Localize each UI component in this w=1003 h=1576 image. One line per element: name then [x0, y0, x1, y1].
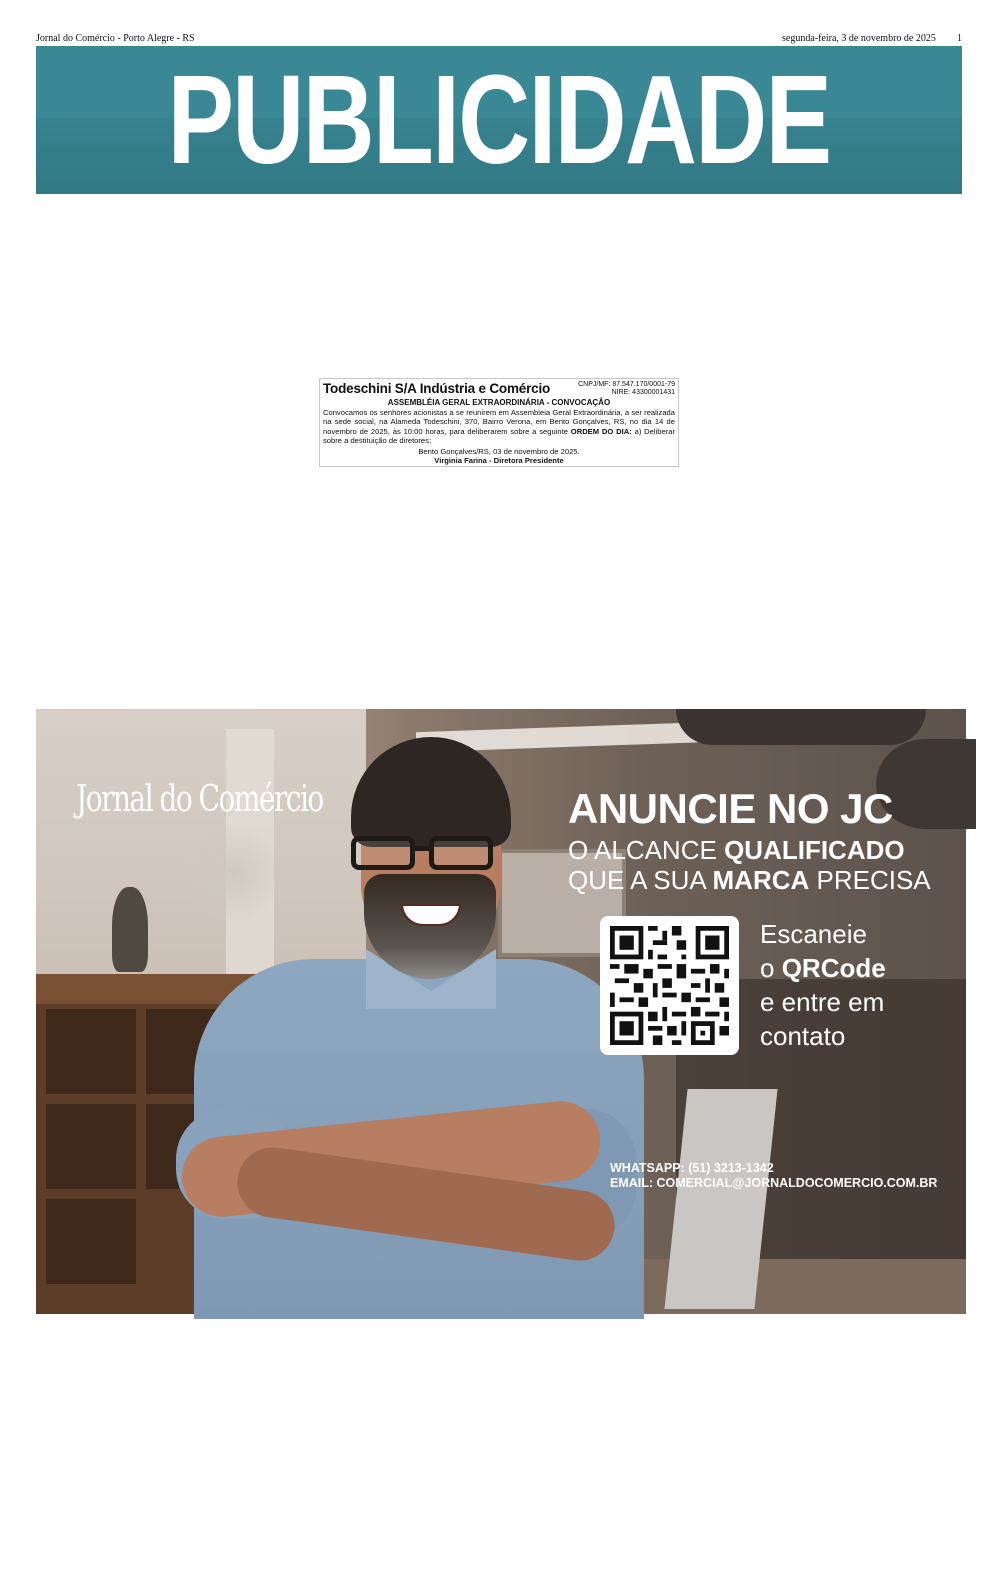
- ad-whatsapp[interactable]: WHATSAPP: (51) 3213-1342: [610, 1161, 774, 1175]
- ad-sub-text: O ALCANCE: [568, 835, 725, 865]
- ad-bg-shelf-cell: [46, 1104, 136, 1189]
- notice-place-date: Bento Gonçalves/RS, 03 de novembro de 2025.: [418, 447, 580, 456]
- ad-sub-bold: MARCA: [712, 865, 810, 895]
- ad-subheadline: [568, 835, 931, 895]
- glasses-lens: [351, 836, 415, 870]
- issue-date: segunda-feira, 3 de novembro de 2025: [782, 33, 936, 44]
- ad-sub-line-2: [568, 865, 931, 895]
- advertisement: [36, 709, 966, 1314]
- notice-cnpj: CNPJ/MF: 87.547.170/0001-79: [578, 381, 675, 388]
- ad-headline: ANUNCIE NO JC: [568, 785, 893, 832]
- section-banner: [36, 46, 962, 330]
- notice-agenda-item: a) Deliberar sobre a destituição de diretores;: [323, 426, 675, 446]
- scan-line: [760, 951, 886, 985]
- section-title: PUBLICIDADE LEGAL: [167, 49, 831, 330]
- ad-bg-shelf-cell: [46, 1009, 136, 1094]
- notice-body-text: Convocamos os senhores acionistas a se reunirem em Assembleia Geral Extraordinária, a ser realizada na sede social, na Alameda Todeschini, 370, Bairro Verona, em Bento Gonçalves, RS, no dia 14 de novembro de 2025, às 10:00 horas, para deliberarem sobre a seguinte: [323, 408, 675, 436]
- scan-text: o: [760, 953, 782, 983]
- scan-bold: QRCode: [781, 953, 886, 983]
- qr-code[interactable]: [600, 916, 739, 1055]
- ad-bg-shelf-cell: [46, 1199, 136, 1284]
- notice-body: [323, 408, 675, 446]
- notice-nire: NIRE: 43300001431: [611, 389, 675, 396]
- notice-agenda-label: ORDEM DO DIA:: [570, 426, 632, 436]
- ad-sub-text: PRECISA: [809, 865, 931, 895]
- model-glasses: [351, 836, 501, 870]
- newspaper-header-left: Jornal do Comércio - Porto Alegre - RS: [36, 33, 195, 44]
- legal-notice: [319, 378, 679, 467]
- qr-code-icon: [610, 926, 729, 1045]
- scan-line: Escaneie: [760, 919, 867, 949]
- ad-bg-vase: [112, 887, 148, 972]
- notice-heading: ASSEMBLÉIA GERAL EXTRAORDINÁRIA - CONVOCAÇÃO: [387, 398, 611, 407]
- ad-sub-line-1: [568, 835, 931, 865]
- ad-bg-lamp: [676, 709, 926, 745]
- glasses-lens: [429, 836, 493, 870]
- ad-email[interactable]: EMAIL: COMERCIAL@JORNALDOCOMERCIO.COM.BR: [610, 1176, 938, 1190]
- ad-brand-logo: Jornal do Comércio: [76, 779, 323, 820]
- page-number: 1: [957, 33, 962, 44]
- ad-scan-cta: [760, 917, 886, 1053]
- notice-signature: Virginia Farina - Diretora Presidente: [434, 456, 564, 465]
- notice-registration: [578, 381, 675, 397]
- notice-company: Todeschini S/A Indústria e Comércio: [323, 381, 551, 396]
- ad-contact: [610, 1161, 937, 1191]
- ad-bg-desk: [606, 1259, 966, 1314]
- model-hair: [351, 737, 511, 847]
- ad-sub-text: QUE A SUA: [568, 865, 713, 895]
- ad-sub-bold: QUALIFICADO: [724, 835, 905, 865]
- scan-line: contato: [760, 1021, 846, 1051]
- scan-line: e entre em: [760, 987, 885, 1017]
